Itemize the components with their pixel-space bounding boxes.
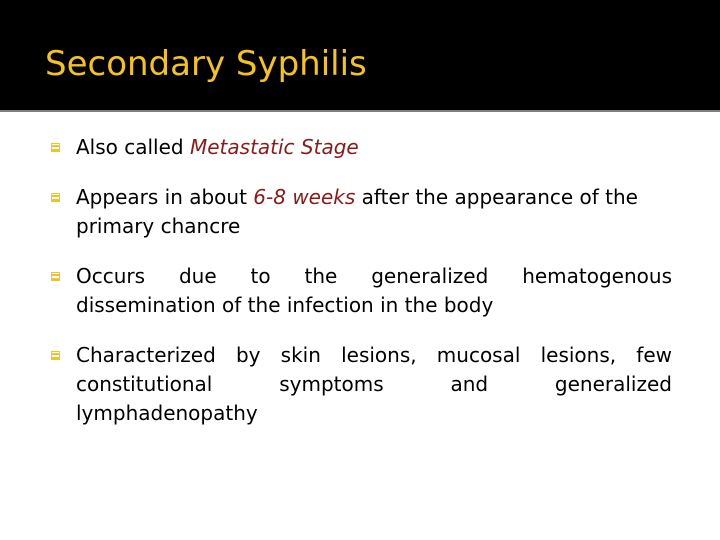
slide-title: Secondary Syphilis [45, 44, 367, 84]
bullet-text-before: Appears in about [76, 185, 254, 209]
bullet-square-icon [51, 193, 60, 202]
bullet-square-icon [51, 143, 60, 152]
bullet-square-icon [51, 351, 60, 360]
bullet-text-before: Also called [76, 135, 190, 159]
bullet-text: Characterized by skin lesions, mucosal lesions, few constitutional symptoms and generalized lymphadenopathy [76, 343, 672, 425]
bullet-square-icon [51, 272, 60, 281]
bullet-emphasis: 6-8 weeks [253, 185, 356, 209]
bullet-text: Occurs due to the generalized hematogenous dissemination of the infection in the body [76, 264, 672, 317]
title-bar [0, 0, 720, 112]
bullet-item [48, 183, 672, 241]
bullet-item [48, 262, 672, 320]
bullet-item [48, 133, 672, 162]
bullet-item [48, 341, 672, 428]
bullet-emphasis: Metastatic Stage [189, 135, 359, 159]
bullet-text-after: after the appearance of the primary chancre [76, 185, 638, 238]
bullet-list [48, 133, 672, 428]
